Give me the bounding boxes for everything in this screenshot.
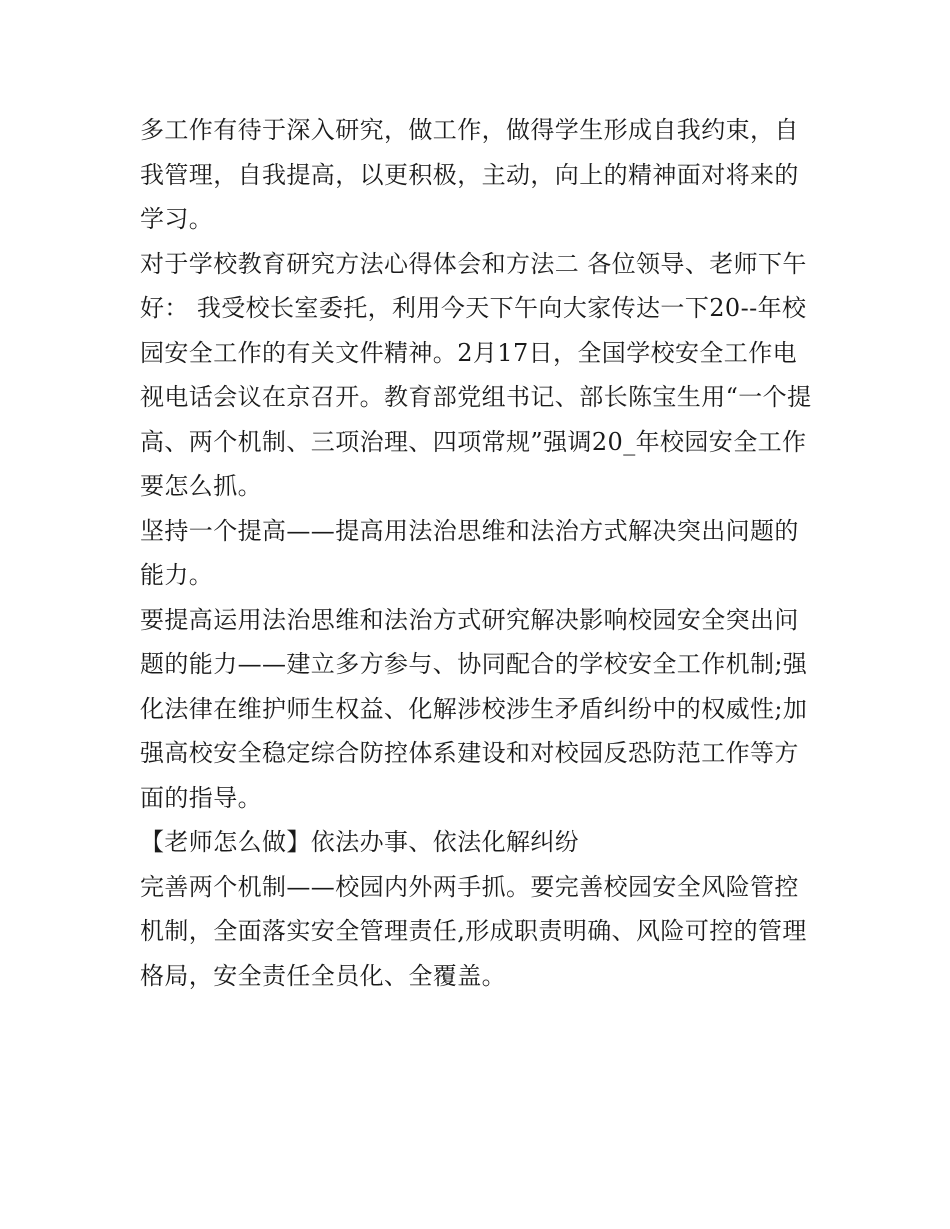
paragraph-4: 要提高运用法治思维和法治方式研究解决影响校园安全突出问题的能力——建立多方参与、协同配合的学校安全工作机制;强化法律在维护师生权益、化解涉校涉生矛盾纠纷中的权威性;加强高校安全稳定综合防控体系建设和对校园反恐防范工作等方面的指导。 — [140, 605, 808, 812]
paragraph-6: 完善两个机制——校园内外两手抓。要完善校园安全风险管控机制，全面落实安全管理责任,形成职责明确、风险可控的管理格局，安全责任全员化、全覆盖。 — [140, 872, 807, 990]
paragraph-2: 对于学校教育研究方法心得体会和方法二 各位领导、老师下午好： 我受校长室委托，利用今天下午向大家传达一下20--年校园安全工作的有关文件精神。2月17日，全国学校安全工作电视电话会议在京召开。教育部党组书记、部长陈宝生用“一个提高、两个机制、三项治理、四项常规”强调20_年校园安全工作要怎么抓。 — [140, 249, 812, 500]
paragraph-3: 坚持一个提高——提高用法治思维和法治方式解决突出问题的能力。 — [140, 516, 799, 589]
paragraph-1: 多工作有待于深入研究，做工作，做得学生形成自我约束，自我管理，自我提高，以更积极，主动，向上的精神面对将来的学习。 — [140, 116, 799, 233]
paragraph-5-heading: 【老师怎么做】依法办事、依法化解纠纷 — [140, 828, 580, 856]
document-body — [140, 108, 815, 998]
